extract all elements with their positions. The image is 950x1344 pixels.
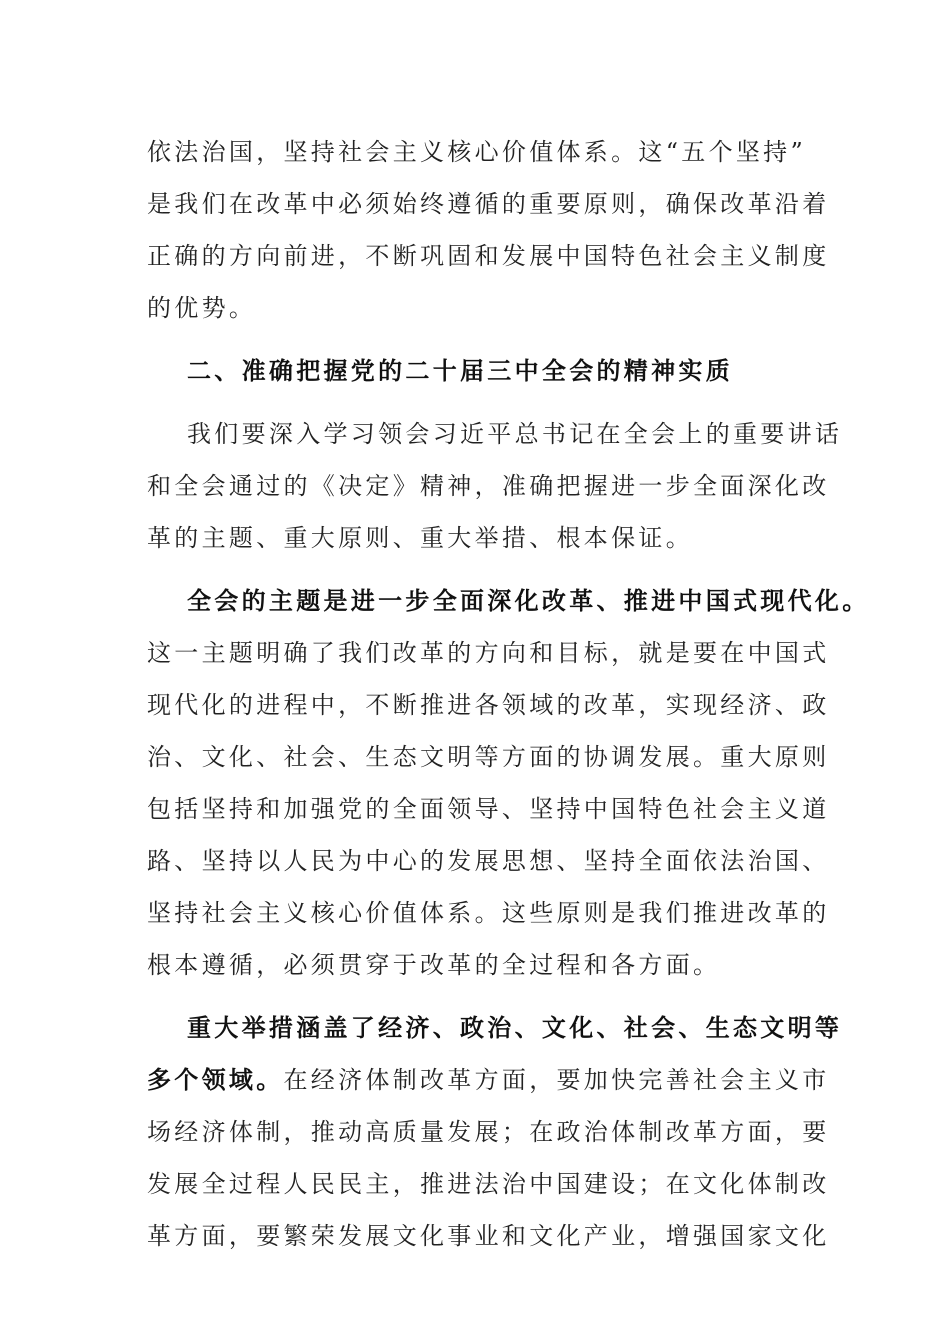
bold-lead-sentence: 重大举措涵盖了经济、政治、文化、社会、生态文明等 (187, 1013, 843, 1042)
text-line: 治、文化、社会、生态文明等方面的协调发展。重大原则 (147, 743, 830, 771)
text-line: 现代化的进程中，不断推进各领域的改革，实现经济、政 (147, 691, 830, 719)
text-line: 坚持社会主义核心价值体系。这些原则是我们推进改革的 (147, 899, 830, 927)
text-line: 根本遵循，必须贯穿于改革的全过程和各方面。 (147, 951, 721, 979)
text-line: 场经济体制，推动高质量发展；在政治体制改革方面，要 (147, 1118, 830, 1146)
text-line: 这一主题明确了我们改革的方向和目标，就是要在中国式 (147, 639, 830, 667)
bold-lead-sentence: 全会的主题是进一步全面深化改革、推进中国式现代化。 (187, 586, 870, 615)
text-run: 在经济体制改革方面，要加快完善社会主义市 (283, 1066, 830, 1094)
text-line: 是我们在改革中必须始终遵循的重要原则，确保改革沿着 (147, 190, 830, 218)
text-line: 依法治国，坚持社会主义核心价值体系。这“五个坚持” (147, 138, 807, 166)
bold-lead-sentence-end: 多个领域。 (147, 1065, 284, 1094)
section-heading-2: 二、准确把握党的二十届三中全会的精神实质 (187, 356, 733, 385)
text-line: 的优势。 (147, 294, 257, 322)
text-line (147, 1054, 830, 1106)
paragraph-theme (147, 575, 870, 991)
text-line: 革的主题、重大原则、重大举措、根本保证。 (147, 524, 693, 552)
paragraph-five-principles (147, 126, 830, 334)
text-line: 和全会通过的《决定》精神，准确把握进一步全面深化改 (147, 472, 830, 500)
paragraph-study-spirit (147, 408, 843, 564)
text-line: 包括坚持和加强党的全面领导、坚持中国特色社会主义道 (147, 795, 830, 823)
text-line: 路、坚持以人民为中心的发展思想、坚持全面依法治国、 (147, 847, 830, 875)
text-line: 革方面，要繁荣发展文化事业和文化产业，增强国家文化 (147, 1222, 830, 1250)
text-line: 正确的方向前进，不断巩固和发展中国特色社会主义制度 (147, 242, 830, 270)
text-line: 发展全过程人民民主，推进法治中国建设；在文化体制改 (147, 1170, 830, 1198)
paragraph-major-measures (147, 1002, 843, 1262)
text-line: 我们要深入学习领会习近平总书记在全会上的重要讲话 (187, 420, 843, 448)
document-body (147, 126, 870, 1262)
